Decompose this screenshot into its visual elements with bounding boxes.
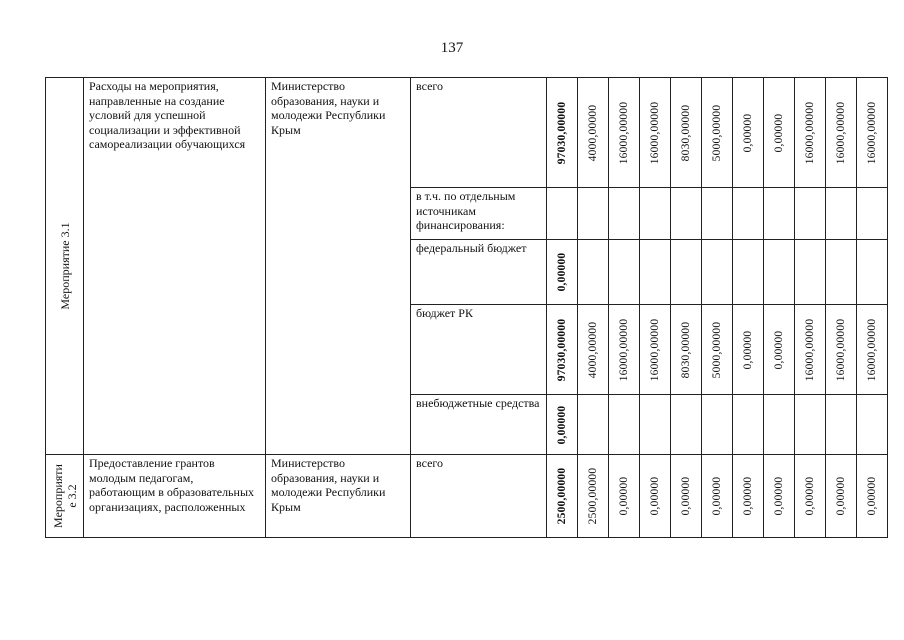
year-value: 16000,00000 — [834, 318, 847, 381]
activity-description: Предоставление грантов молодым педагогам, работающим в образовательных организациях, расположенных — [84, 455, 266, 538]
activity-code-cell — [46, 78, 84, 455]
year-value: 0,00000 — [710, 476, 723, 516]
funding-source-label: всего — [411, 455, 547, 538]
year-value: 5000,00000 — [710, 321, 723, 378]
year-value-cell — [857, 455, 888, 538]
year-value-cell — [640, 395, 671, 455]
year-value: 0,00000 — [834, 476, 847, 516]
year-value-cell — [578, 188, 609, 240]
year-value-cell — [764, 305, 795, 395]
year-value-cell — [795, 305, 826, 395]
year-value-cell — [764, 240, 795, 305]
table-row — [46, 78, 888, 188]
year-value-cell — [609, 240, 640, 305]
year-value-cell — [857, 240, 888, 305]
activity-code-line: Мероприяти — [50, 464, 65, 528]
funding-source-label: федеральный бюджет — [411, 240, 547, 305]
year-value-cell — [733, 395, 764, 455]
year-value-cell — [578, 78, 609, 188]
year-value-cell — [857, 395, 888, 455]
year-value: 0,00000 — [741, 113, 754, 152]
year-value-cell — [640, 240, 671, 305]
year-value-cell — [733, 305, 764, 395]
total-value: 97030,00000 — [555, 101, 568, 164]
year-value-cell — [795, 395, 826, 455]
total-value: 0,00000 — [555, 405, 568, 444]
total-value-cell — [547, 240, 578, 305]
year-value-cell — [578, 240, 609, 305]
year-value: 4000,00000 — [586, 104, 599, 161]
total-value-cell — [547, 78, 578, 188]
year-value: 4000,00000 — [586, 321, 599, 378]
year-value-cell — [826, 78, 857, 188]
year-value: 16000,00000 — [865, 318, 878, 381]
year-value-cell — [826, 188, 857, 240]
total-value: 97030,00000 — [555, 318, 568, 381]
year-value: 16000,00000 — [617, 318, 630, 381]
funding-source-label: всего — [411, 78, 547, 188]
page-number: 137 — [440, 40, 464, 56]
year-value-cell — [671, 240, 702, 305]
activity-code — [58, 222, 72, 309]
year-value-cell — [733, 78, 764, 188]
year-value-cell — [609, 78, 640, 188]
year-value: 0,00000 — [772, 113, 785, 152]
year-value-cell — [578, 395, 609, 455]
total-value: 0,00000 — [555, 252, 568, 292]
year-value-cell — [640, 455, 671, 538]
activity-code-line: е 3.2 — [64, 484, 79, 508]
year-value-cell — [671, 455, 702, 538]
year-value-cell — [764, 188, 795, 240]
year-value-cell — [702, 455, 733, 538]
year-value-cell — [733, 455, 764, 538]
year-value: 16000,00000 — [648, 101, 661, 164]
year-value-cell — [671, 78, 702, 188]
total-value-cell — [547, 305, 578, 395]
year-value-cell — [671, 188, 702, 240]
year-value-cell — [640, 78, 671, 188]
year-value: 5000,00000 — [710, 104, 723, 161]
funding-source-label: внебюджетные средства — [411, 395, 547, 455]
activity-code — [51, 464, 79, 528]
year-value-cell — [857, 78, 888, 188]
activity-executor: Министерство образования, науки и молодежи Республики Крым — [266, 78, 411, 455]
year-value: 0,00000 — [741, 476, 754, 516]
activity-description: Расходы на мероприятия, направленные на создание условий для успешной социализации и эффективной самореализации обучающихся — [84, 78, 266, 455]
funding-source-label: бюджет РК — [411, 305, 547, 395]
year-value: 16000,00000 — [648, 318, 661, 381]
year-value: 0,00000 — [679, 476, 692, 516]
activity-code-line: Мероприятие 3.1 — [57, 222, 72, 310]
table-row — [46, 455, 888, 538]
total-value: 2500,00000 — [555, 467, 568, 525]
year-value-cell — [702, 305, 733, 395]
funding-source-label: в т.ч. по отдельным источникам финансирования: — [411, 188, 547, 240]
year-value-cell — [609, 395, 640, 455]
year-value-cell — [764, 78, 795, 188]
year-value-cell — [857, 188, 888, 240]
year-value-cell — [764, 455, 795, 538]
year-value-cell — [733, 240, 764, 305]
year-value: 16000,00000 — [865, 101, 878, 164]
year-value: 0,00000 — [617, 476, 630, 516]
year-value-cell — [609, 188, 640, 240]
year-value: 2500,00000 — [586, 467, 599, 525]
financing-table — [45, 77, 888, 538]
total-value-cell — [547, 188, 578, 240]
year-value-cell — [609, 455, 640, 538]
year-value-cell — [733, 188, 764, 240]
year-value-cell — [702, 78, 733, 188]
year-value-cell — [826, 455, 857, 538]
year-value-cell — [826, 240, 857, 305]
year-value: 0,00000 — [648, 476, 661, 516]
activity-code-cell — [46, 455, 84, 538]
year-value-cell — [671, 305, 702, 395]
year-value: 0,00000 — [741, 330, 754, 369]
year-value: 8030,00000 — [679, 104, 692, 161]
year-value-cell — [702, 188, 733, 240]
year-value: 0,00000 — [803, 476, 816, 516]
year-value-cell — [764, 395, 795, 455]
total-value-cell — [547, 395, 578, 455]
year-value-cell — [795, 78, 826, 188]
year-value: 0,00000 — [865, 476, 878, 516]
year-value-cell — [640, 305, 671, 395]
year-value: 16000,00000 — [834, 101, 847, 164]
activity-executor: Министерство образования, науки и молодежи Республики Крым — [266, 455, 411, 538]
year-value-cell — [609, 305, 640, 395]
year-value-cell — [826, 305, 857, 395]
year-value: 0,00000 — [772, 330, 785, 369]
year-value-cell — [857, 305, 888, 395]
year-value-cell — [795, 188, 826, 240]
year-value: 16000,00000 — [803, 101, 816, 164]
year-value-cell — [578, 305, 609, 395]
year-value-cell — [578, 455, 609, 538]
total-value-cell — [547, 455, 578, 538]
year-value-cell — [826, 395, 857, 455]
year-value: 8030,00000 — [679, 321, 692, 378]
year-value: 16000,00000 — [803, 318, 816, 381]
year-value-cell — [795, 455, 826, 538]
year-value-cell — [640, 188, 671, 240]
year-value: 16000,00000 — [617, 101, 630, 164]
year-value-cell — [671, 395, 702, 455]
year-value-cell — [795, 240, 826, 305]
year-value: 0,00000 — [772, 476, 785, 516]
year-value-cell — [702, 395, 733, 455]
year-value-cell — [702, 240, 733, 305]
